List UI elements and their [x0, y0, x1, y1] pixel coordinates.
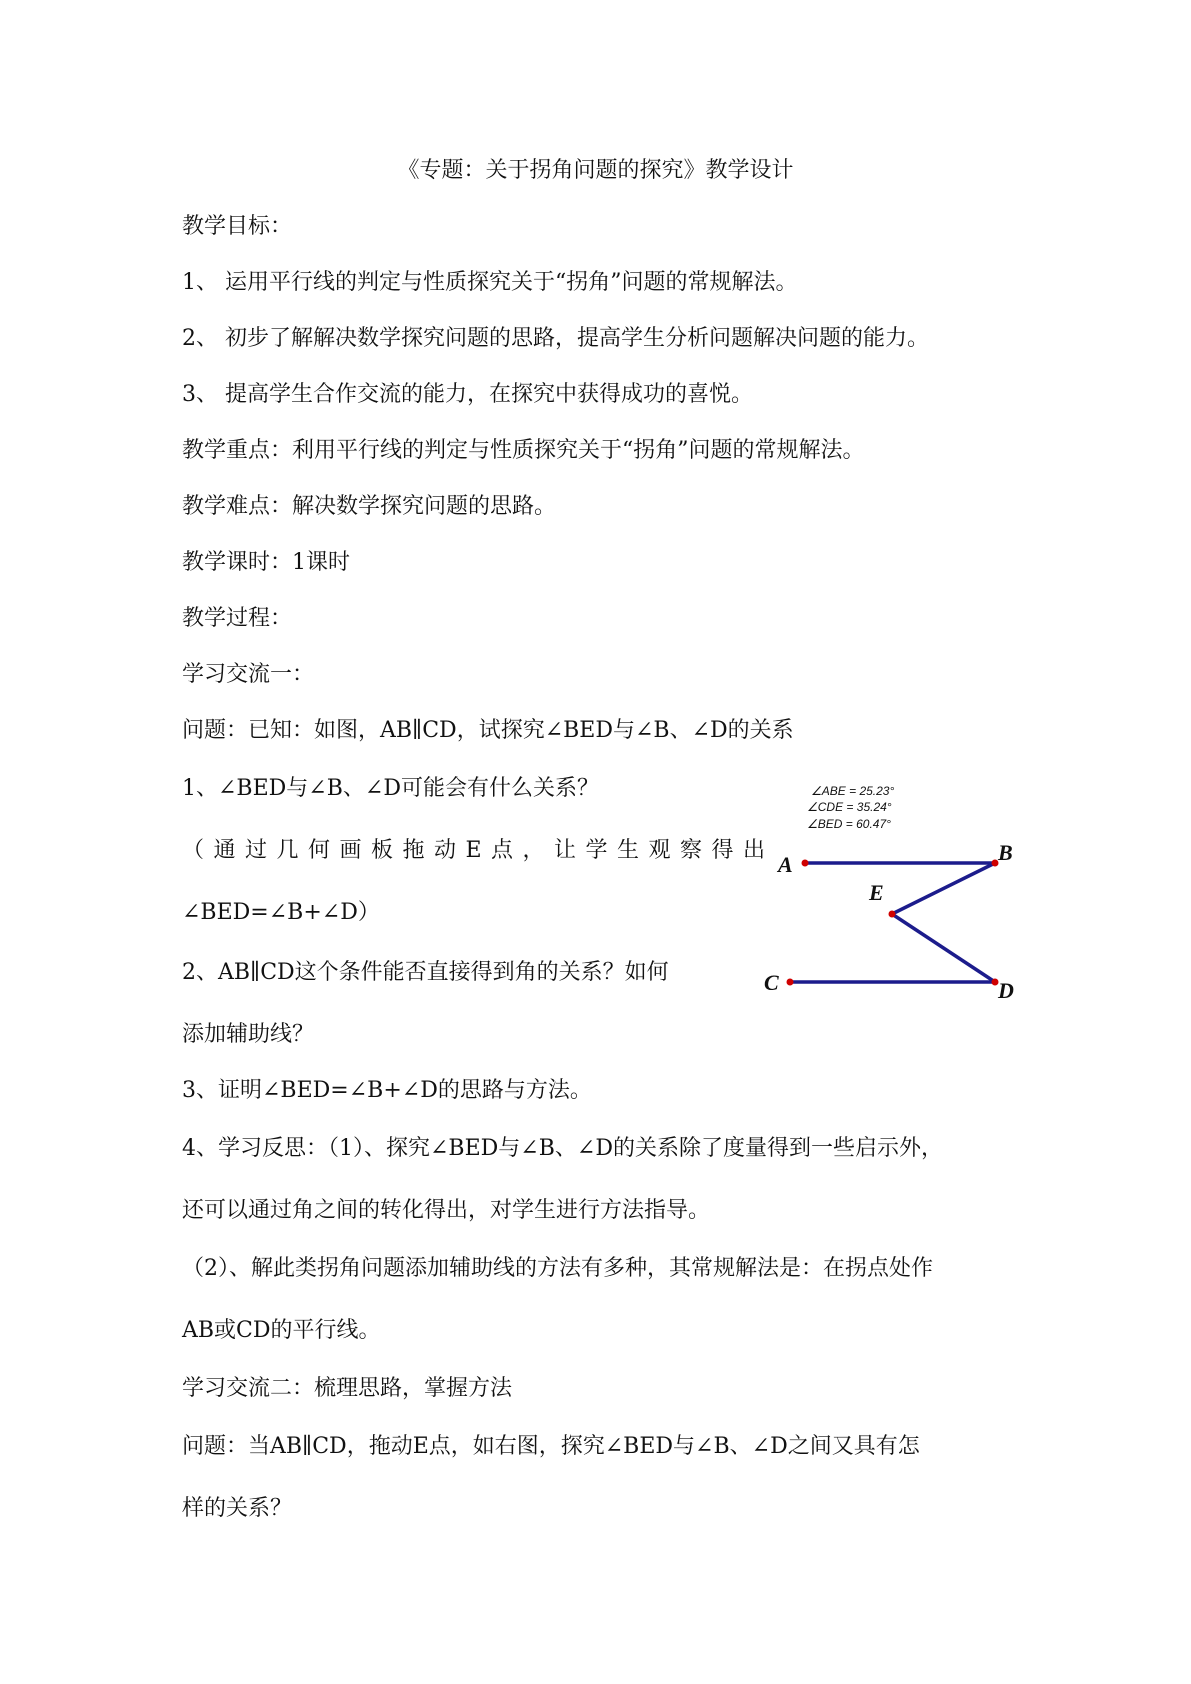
class-hours: 教学课时：1课时 — [182, 550, 350, 575]
measure-abe: ∠ABE = 25.23° — [811, 784, 895, 798]
point-e — [889, 911, 896, 918]
problem-two-cont: 样的关系？ — [182, 1496, 293, 1521]
objectives-heading: 教学目标： — [182, 214, 293, 239]
problem-two: 问题：当AB∥CD，拖动E点，如右图，探究∠BED与∠B、∠D之间又具有怎 — [182, 1434, 920, 1459]
objective-2: 2、 初步了解解决数学探究问题的思路，提高学生分析问题解决问题的能力。 — [182, 326, 929, 351]
question-1-note: （通过几何画板拖动E点，让学生观察得出 — [182, 838, 775, 863]
process-heading: 教学过程： — [182, 606, 293, 631]
exchange-two-heading: 学习交流二：梳理思路，掌握方法 — [182, 1376, 513, 1401]
label-b: B — [998, 840, 1013, 865]
label-a: A — [778, 852, 793, 877]
question-2: 2、AB∥CD这个条件能否直接得到角的关系？如何 — [182, 960, 669, 985]
label-d: D — [998, 978, 1014, 1003]
document-title: 《专题：关于拐角问题的探究》教学设计 — [397, 158, 794, 183]
point-c — [787, 979, 794, 986]
reflection-2-cont: AB或CD的平行线。 — [182, 1318, 381, 1343]
question-1-note-cont: ∠BED=∠B+∠D） — [182, 900, 380, 925]
segment-ed — [892, 914, 995, 982]
geometry-figure — [764, 780, 1020, 1003]
reflection-2: （2）、解此类拐角问题添加辅助线的方法有多种，其常规解法是：在拐点处作 — [182, 1256, 933, 1281]
reflection-1: 4、学习反思：（1）、探究∠BED与∠B、∠D的关系除了度量得到一些启示外， — [182, 1136, 943, 1161]
exchange-one-heading: 学习交流一： — [182, 662, 315, 687]
objective-1: 1、 运用平行线的判定与性质探究关于“拐角”问题的常规解法。 — [182, 270, 798, 295]
point-a — [802, 860, 809, 867]
question-3: 3、证明∠BED=∠B+∠D的思路与方法。 — [182, 1078, 592, 1103]
label-e: E — [869, 880, 884, 905]
question-2-cont: 添加辅助线？ — [182, 1022, 315, 1047]
question-1: 1、∠BED与∠B、∠D可能会有什么关系？ — [182, 776, 599, 801]
key-point: 教学重点：利用平行线的判定与性质探究关于“拐角”问题的常规解法。 — [182, 438, 865, 463]
segment-be — [892, 863, 995, 914]
difficulty: 教学难点：解决数学探究问题的思路。 — [182, 494, 557, 519]
measure-bed: ∠BED = 60.47° — [807, 817, 891, 831]
objective-3: 3、 提高学生合作交流的能力，在探究中获得成功的喜悦。 — [182, 382, 753, 407]
label-c: C — [764, 970, 779, 995]
measure-cde: ∠CDE = 35.24° — [807, 800, 892, 814]
reflection-1-cont: 还可以通过角之间的转化得出，对学生进行方法指导。 — [182, 1198, 711, 1223]
problem-one: 问题：已知：如图，AB∥CD，试探究∠BED与∠B、∠D的关系 — [182, 718, 794, 743]
